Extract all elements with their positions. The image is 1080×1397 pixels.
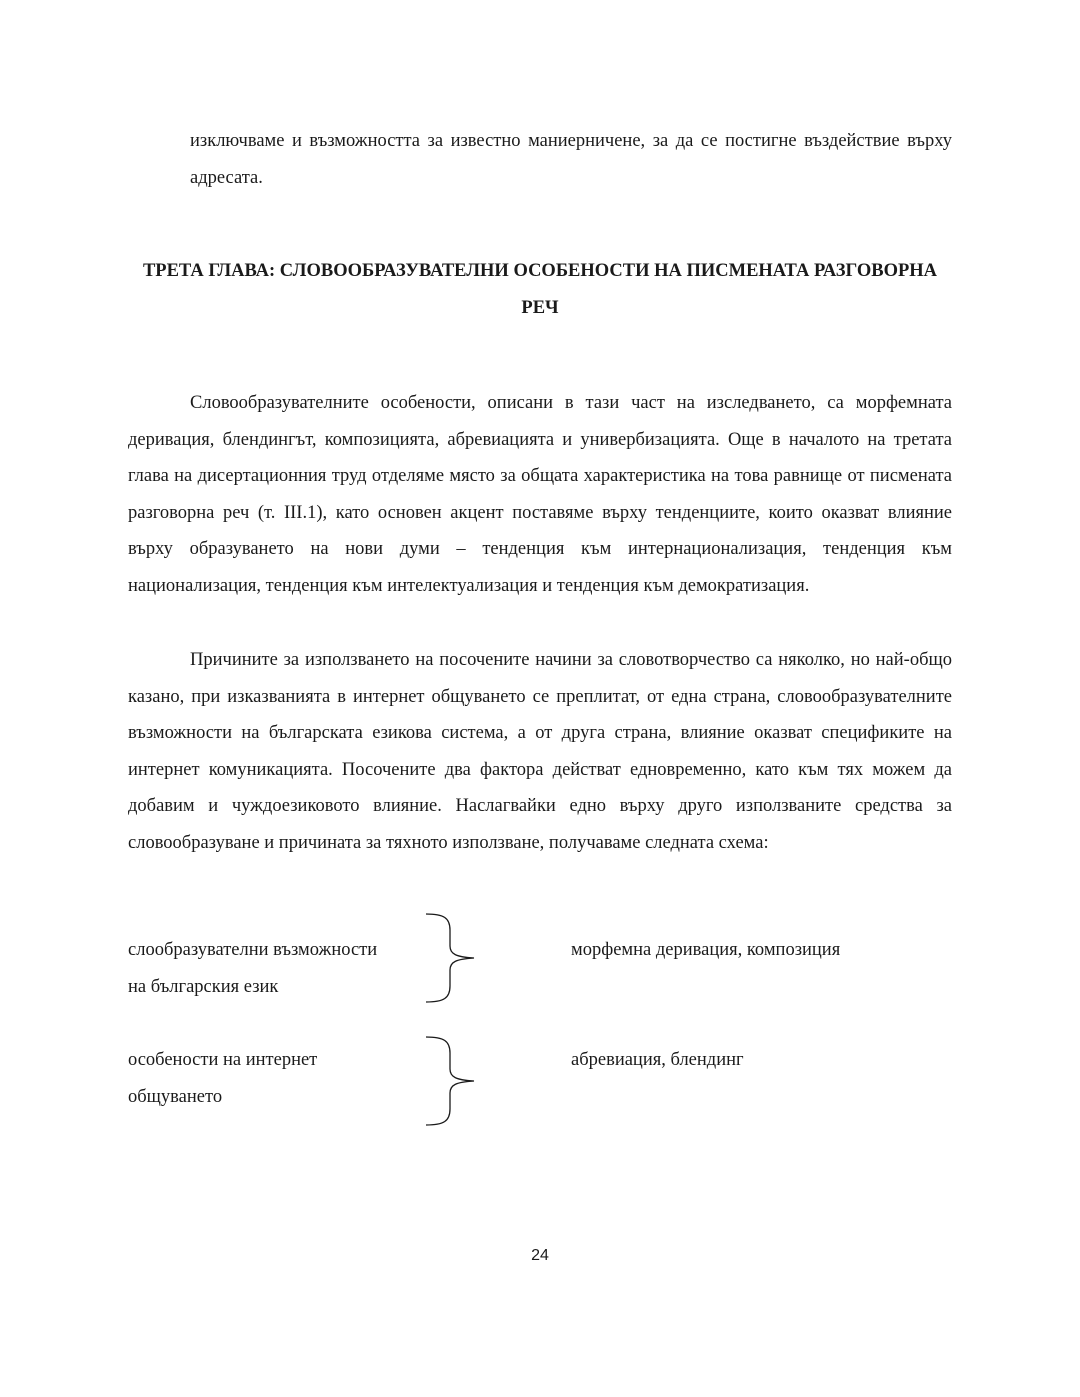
scheme-source-line: на българския език bbox=[128, 976, 279, 997]
right-brace-icon bbox=[420, 912, 484, 1004]
paragraph-text: Причините за използването на посочените начини за словотворчество са няколко, но най-общо казано, при изказванията в интернет общуването се преплитат, от една страна, словообразувателните възможности на българската езикова система, а от друга страна, влияние оказват спецификите на интернет комуникацията. Посочените два фактора действат едновременно, като към тях можем да добавим и чуждоезиковото влияние. Наслагвайки едно върху друго използваните средства за словообразуване и причината за тяхното използване, получаваме следната схема: bbox=[128, 650, 952, 853]
scheme-source-line: слообразувателни възможности bbox=[128, 940, 378, 960]
scheme-source-line: общуването bbox=[128, 1086, 223, 1107]
intro-continuation: изключваме и възможността за известно маниерничене, за да се постигне въздействие върху адресата. bbox=[190, 131, 952, 188]
scheme-source-line: особености на интернет bbox=[128, 1050, 318, 1070]
paragraph-text: Словообразувателните особености, описани в тази част на изследването, са морфемната деривация, блендингът, композицията, абревиацията и универбизацията. Още в началото на третата глава на дисертационния труд отделяме място за общата характеристика на това равнище от писмената разговорна реч (т. III.1), като основен акцент поставяме върху тенденциите, които оказват влияние върху образуването на нови думи – тенденция към интернационализация, тенденция към национализация, тенденция към интелектуализация и тенденция към демократизация. bbox=[128, 393, 952, 596]
chapter-heading: ТРЕТА ГЛАВА: СЛОВООБРАЗУВАТЕЛНИ ОСОБЕНОСТИ НА ПИСМЕНАТА РАЗГОВОРНА РЕЧ bbox=[142, 261, 938, 318]
scheme-source-2 bbox=[128, 1042, 428, 1115]
paragraph-1 bbox=[128, 385, 952, 604]
right-brace-icon bbox=[420, 1035, 484, 1127]
scheme-source-1 bbox=[128, 932, 428, 1005]
page-number: 24 bbox=[531, 1247, 549, 1264]
paragraph-2 bbox=[128, 642, 952, 861]
scheme-result-1: морфемна деривация, композиция bbox=[571, 940, 841, 960]
scheme-result-2: абревиация, блендинг bbox=[571, 1050, 744, 1070]
